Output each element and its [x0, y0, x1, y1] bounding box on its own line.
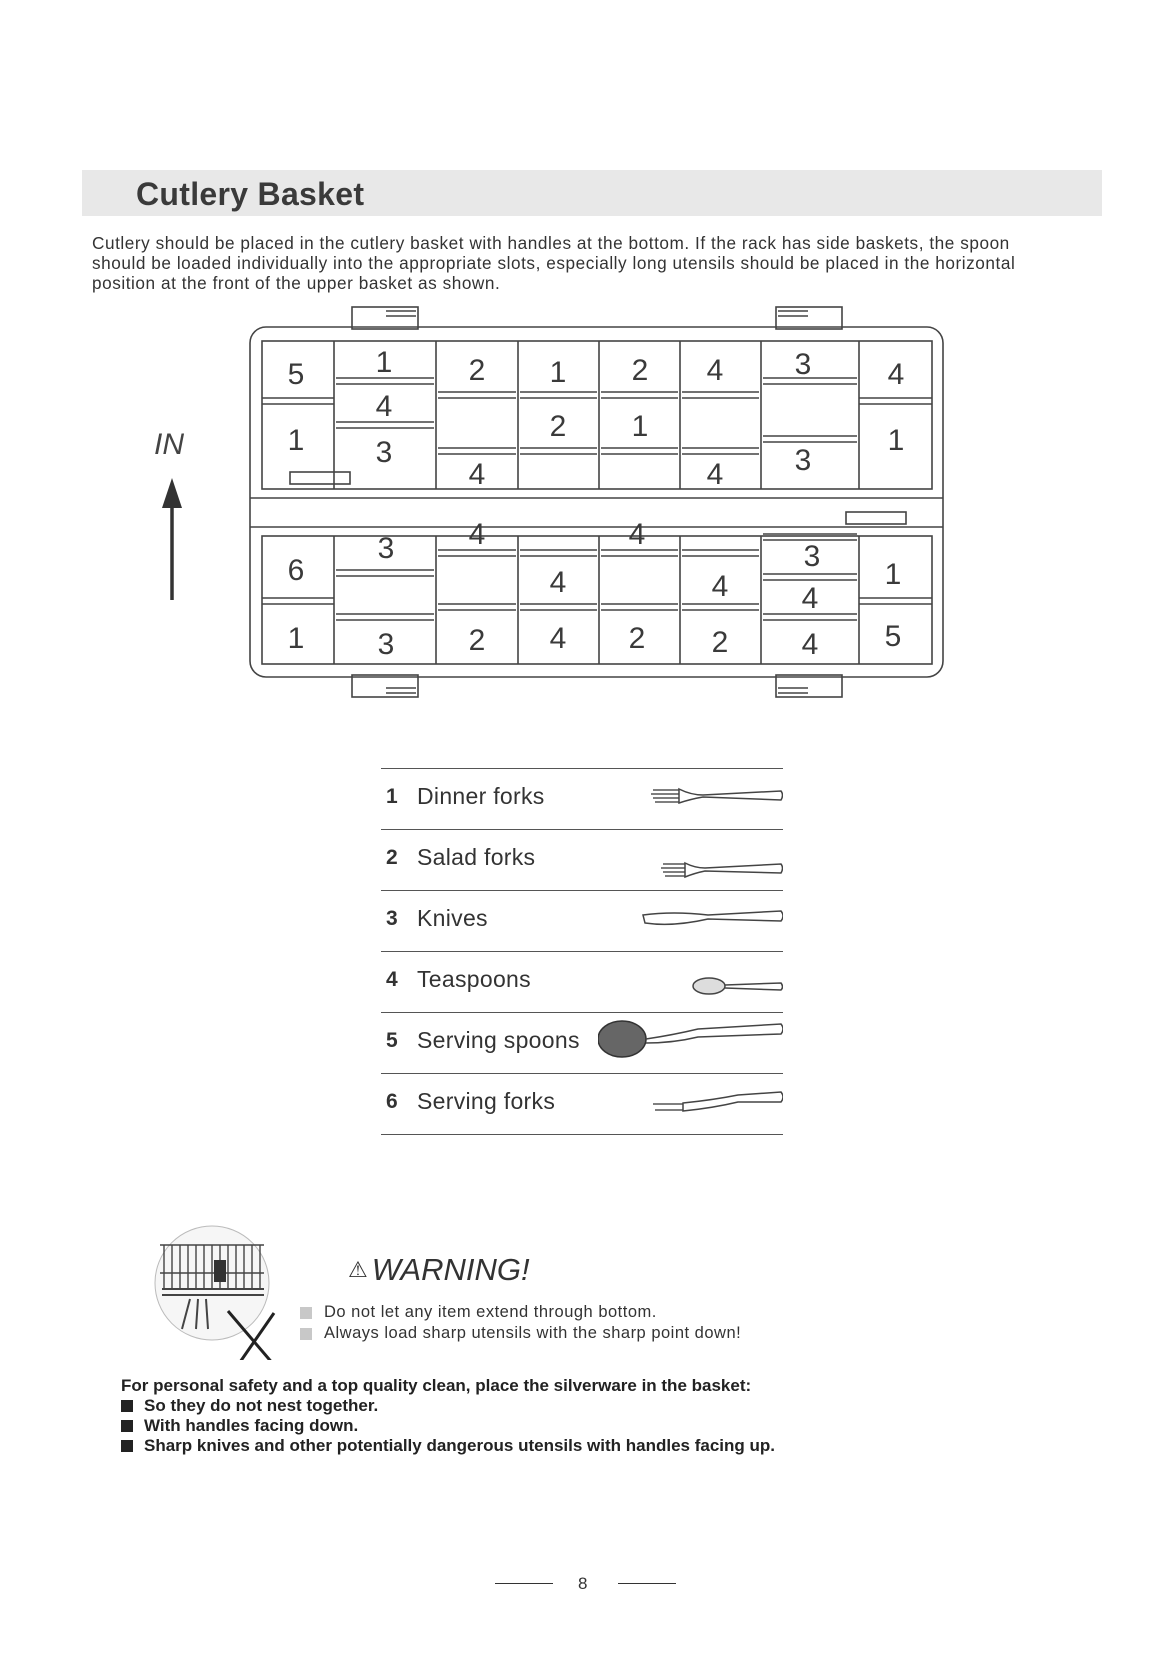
slot-number: 1: [375, 346, 393, 379]
slot-number: 2: [711, 626, 729, 659]
slot-number: 1: [549, 356, 567, 389]
slot-number: 4: [706, 354, 724, 387]
safety-instructions: [121, 1376, 775, 1456]
slot-number: 4: [801, 582, 819, 615]
slot-number: 4: [801, 628, 819, 661]
legend-item: [381, 951, 783, 1012]
slot-number: 3: [794, 348, 812, 381]
serving-spoon-icon: [598, 1015, 783, 1063]
page-number: 8: [578, 1574, 588, 1593]
slot-number: 5: [287, 358, 305, 391]
safety-item: [121, 1396, 775, 1416]
legend-label: Salad forks: [417, 844, 536, 870]
safety-item-text: So they do not nest together.: [144, 1396, 379, 1415]
page-number-rule-left: [495, 1583, 553, 1584]
slot-number: 3: [794, 444, 812, 477]
legend-number: 3: [386, 907, 398, 930]
warning-item: [300, 1302, 741, 1323]
slot-number: 3: [377, 532, 395, 565]
slot-number: 1: [287, 424, 305, 457]
serving-fork-icon: [633, 1080, 783, 1120]
warning-item-text: Always load sharp utensils with the sharp point down!: [324, 1324, 742, 1342]
legend-label: Serving forks: [417, 1088, 556, 1114]
legend-item: [381, 1012, 783, 1073]
knife-icon: [633, 897, 783, 937]
intro-line: should be loaded individually into the appropriate slots, especially long utensils should be placed in the horizontal: [92, 253, 1016, 273]
slot-number: 1: [887, 424, 905, 457]
cutlery-basket-diagram: [0, 0, 1176, 720]
legend-item: [381, 768, 783, 829]
slot-number: 1: [884, 558, 902, 591]
legend-number: 2: [386, 846, 398, 869]
safety-item-text: Sharp knives and other potentially dangerous utensils with handles facing up.: [144, 1436, 775, 1455]
bullet-square-icon: [121, 1440, 133, 1452]
legend-number: 1: [386, 785, 398, 808]
salad-fork-icon: [633, 836, 783, 880]
dinner-fork-icon: [633, 775, 783, 815]
slot-number: 1: [287, 622, 305, 655]
teaspoon-icon: [633, 958, 783, 1002]
safety-item: [121, 1416, 775, 1436]
basket-center-divider: [250, 498, 943, 527]
page-title: Cutlery Basket: [136, 176, 365, 212]
legend-item: [381, 890, 783, 951]
in-arrow-head: [162, 478, 182, 508]
warning-list: [300, 1302, 741, 1344]
legend-label: Serving spoons: [417, 1027, 580, 1053]
bullet-square-icon: [300, 1307, 312, 1319]
slot-number: 3: [375, 436, 393, 469]
slot-number: 4: [468, 458, 486, 491]
slot-number: 2: [549, 410, 567, 443]
legend-number: 5: [386, 1029, 398, 1052]
warning-triangle-icon: ⚠: [348, 1257, 368, 1282]
safety-item-text: With handles facing down.: [144, 1416, 359, 1435]
legend-item: [381, 1073, 783, 1135]
slot-number: 4: [549, 622, 567, 655]
legend-number: 6: [386, 1090, 398, 1113]
legend-item: [381, 829, 783, 890]
page-number-rule-right: [618, 1583, 676, 1584]
warning-illustration-icon: [152, 1225, 287, 1360]
slot-number: 4: [549, 566, 567, 599]
slot-number: 4: [887, 358, 905, 391]
legend-number: 4: [386, 968, 398, 991]
slot-number: 6: [287, 554, 305, 587]
bullet-square-icon: [121, 1400, 133, 1412]
slot-number: 2: [631, 354, 649, 387]
slot-number: 4: [468, 518, 486, 551]
warning-title-text: WARNING!: [371, 1252, 530, 1287]
cutlery-legend: [381, 768, 783, 1135]
slot-number: 4: [711, 570, 729, 603]
intro-line: position at the front of the upper basket as shown.: [92, 273, 501, 293]
legend-label: Knives: [417, 905, 488, 931]
safety-intro: For personal safety and a top quality clean, place the silverware in the basket:: [121, 1376, 752, 1395]
bullet-square-icon: [300, 1328, 312, 1340]
warning-title: [348, 1252, 530, 1288]
legend-label: Teaspoons: [417, 966, 531, 992]
slot-number: 4: [628, 518, 646, 551]
slot-number: 5: [884, 620, 902, 653]
slot-number: 2: [628, 622, 646, 655]
intro-line: Cutlery should be placed in the cutlery basket with handles at the bottom. If the rack has side baskets, the spoon: [92, 233, 1010, 253]
warning-item-text: Do not let any item extend through bottom.: [324, 1303, 657, 1321]
warning-item: [300, 1323, 741, 1344]
slot-number: 1: [631, 410, 649, 443]
slot-number: 4: [375, 390, 393, 423]
slot-number: 2: [468, 624, 486, 657]
slot-number: 3: [803, 540, 821, 573]
slot-number: 2: [468, 354, 486, 387]
slot-number: 3: [377, 628, 395, 661]
basket-outline: [250, 327, 943, 677]
in-direction-label: IN: [154, 428, 184, 461]
legend-label: Dinner forks: [417, 783, 545, 809]
bullet-square-icon: [121, 1420, 133, 1432]
slot-number: 4: [706, 458, 724, 491]
safety-item: [121, 1436, 775, 1456]
